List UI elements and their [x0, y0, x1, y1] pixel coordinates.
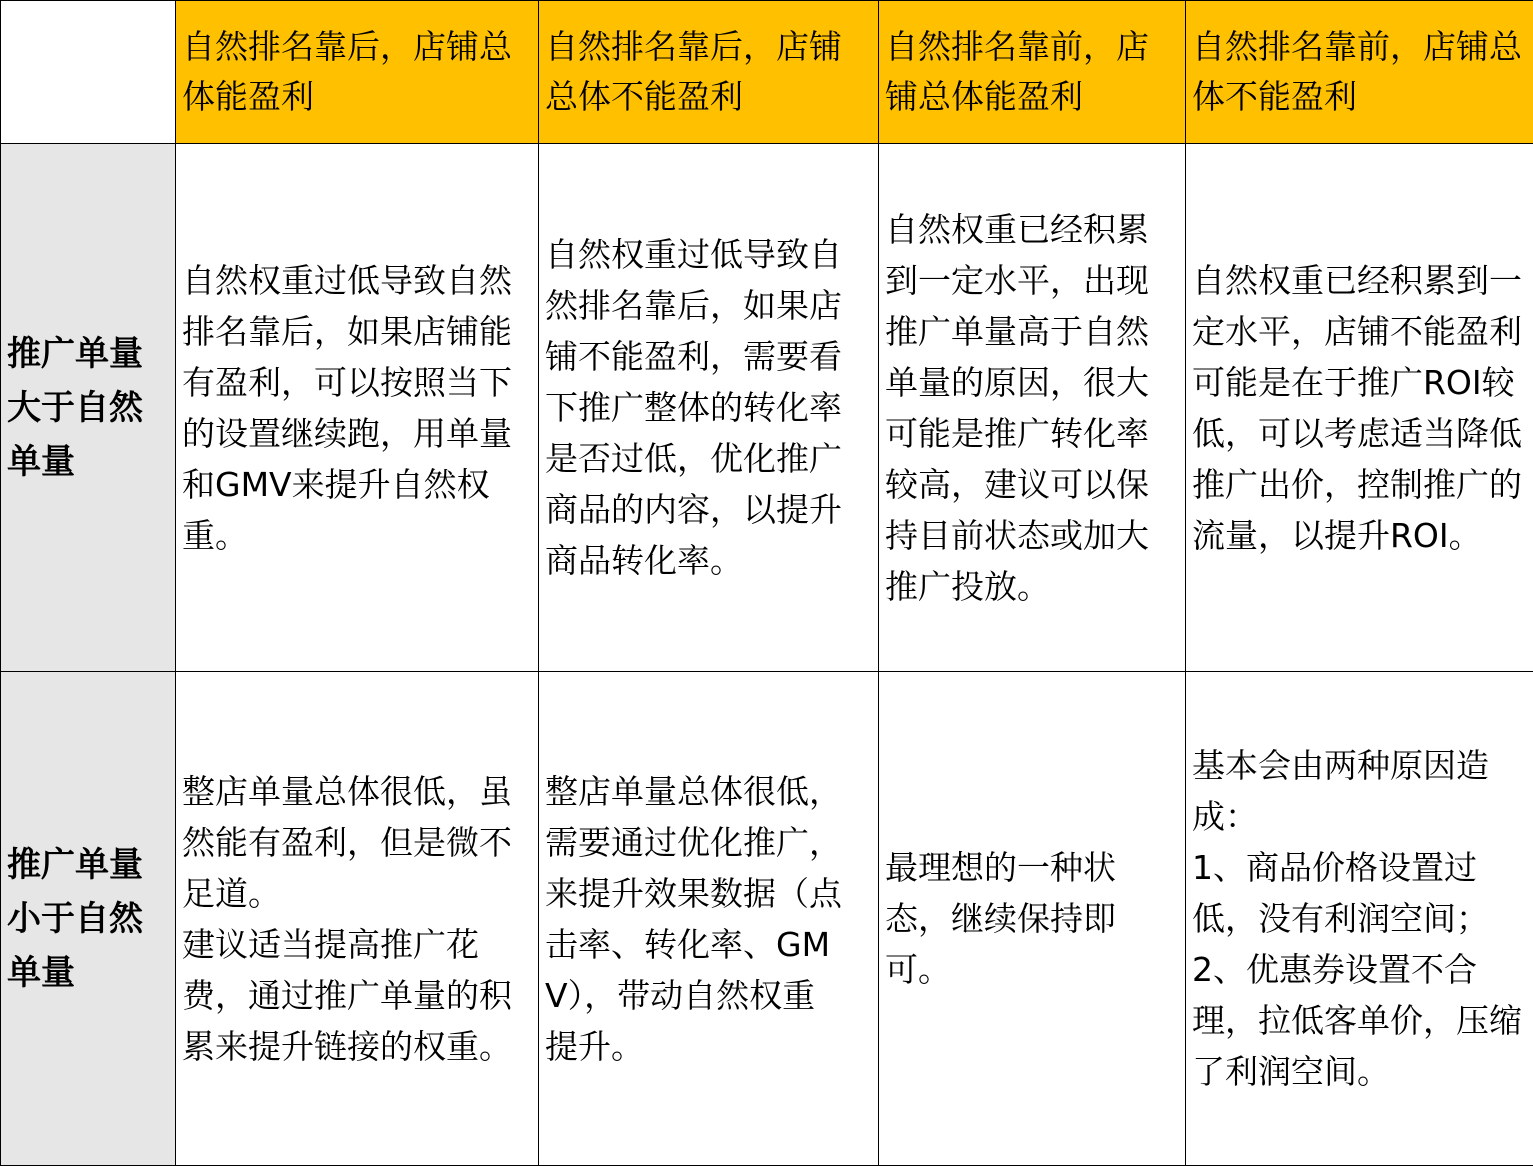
table-row: [1, 144, 1533, 672]
corner-cell: [1, 1, 176, 144]
table-cell: 自然权重过低导致自然排名靠后，如果店铺不能盈利，需要看下推广整体的转化率是否过低，优化推广商品的内容，以提升商品转化率。: [539, 144, 879, 672]
table-cell: 最理想的一种状态，继续保持即可。: [879, 672, 1186, 1166]
column-header: 自然排名靠前，店铺总体不能盈利: [1186, 1, 1533, 144]
column-header: 自然排名靠后，店铺总体能盈利: [176, 1, 539, 144]
table-cell: 整店单量总体很低，虽然能有盈利，但是微不足道。 建议适当提高推广花费，通过推广单量的积累来提升链接的权重。: [176, 672, 539, 1166]
column-header: 自然排名靠后，店铺总体不能盈利: [539, 1, 879, 144]
row-header: 推广单量 大于自然 单量: [1, 144, 176, 672]
column-header: 自然排名靠前，店铺总体能盈利: [879, 1, 1186, 144]
row-header: 推广单量 小于自然 单量: [1, 672, 176, 1166]
table-cell: 自然权重已经积累到一定水平，出现推广单量高于自然单量的原因，很大可能是推广转化率较高，建议可以保持目前状态或加大推广投放。: [879, 144, 1186, 672]
header-row: [1, 1, 1533, 144]
table-cell: 自然权重过低导致自然排名靠后，如果店铺能有盈利，可以按照当下的设置继续跑，用单量和GMV来提升自然权重。: [176, 144, 539, 672]
table-cell: 基本会由两种原因造成： 1、商品价格设置过低，没有利润空间； 2、优惠券设置不合理，拉低客单价，压缩了利润空间。: [1186, 672, 1533, 1166]
table-cell: 整店单量总体很低，需要通过优化推广，来提升效果数据（点击率、转化率、GMV），带动自然权重提升。: [539, 672, 879, 1166]
table-cell: 自然权重已经积累到一定水平，店铺不能盈利可能是在于推广ROI较低，可以考虑适当降低推广出价，控制推广的流量，以提升ROI。: [1186, 144, 1533, 672]
table-row: [1, 672, 1533, 1166]
